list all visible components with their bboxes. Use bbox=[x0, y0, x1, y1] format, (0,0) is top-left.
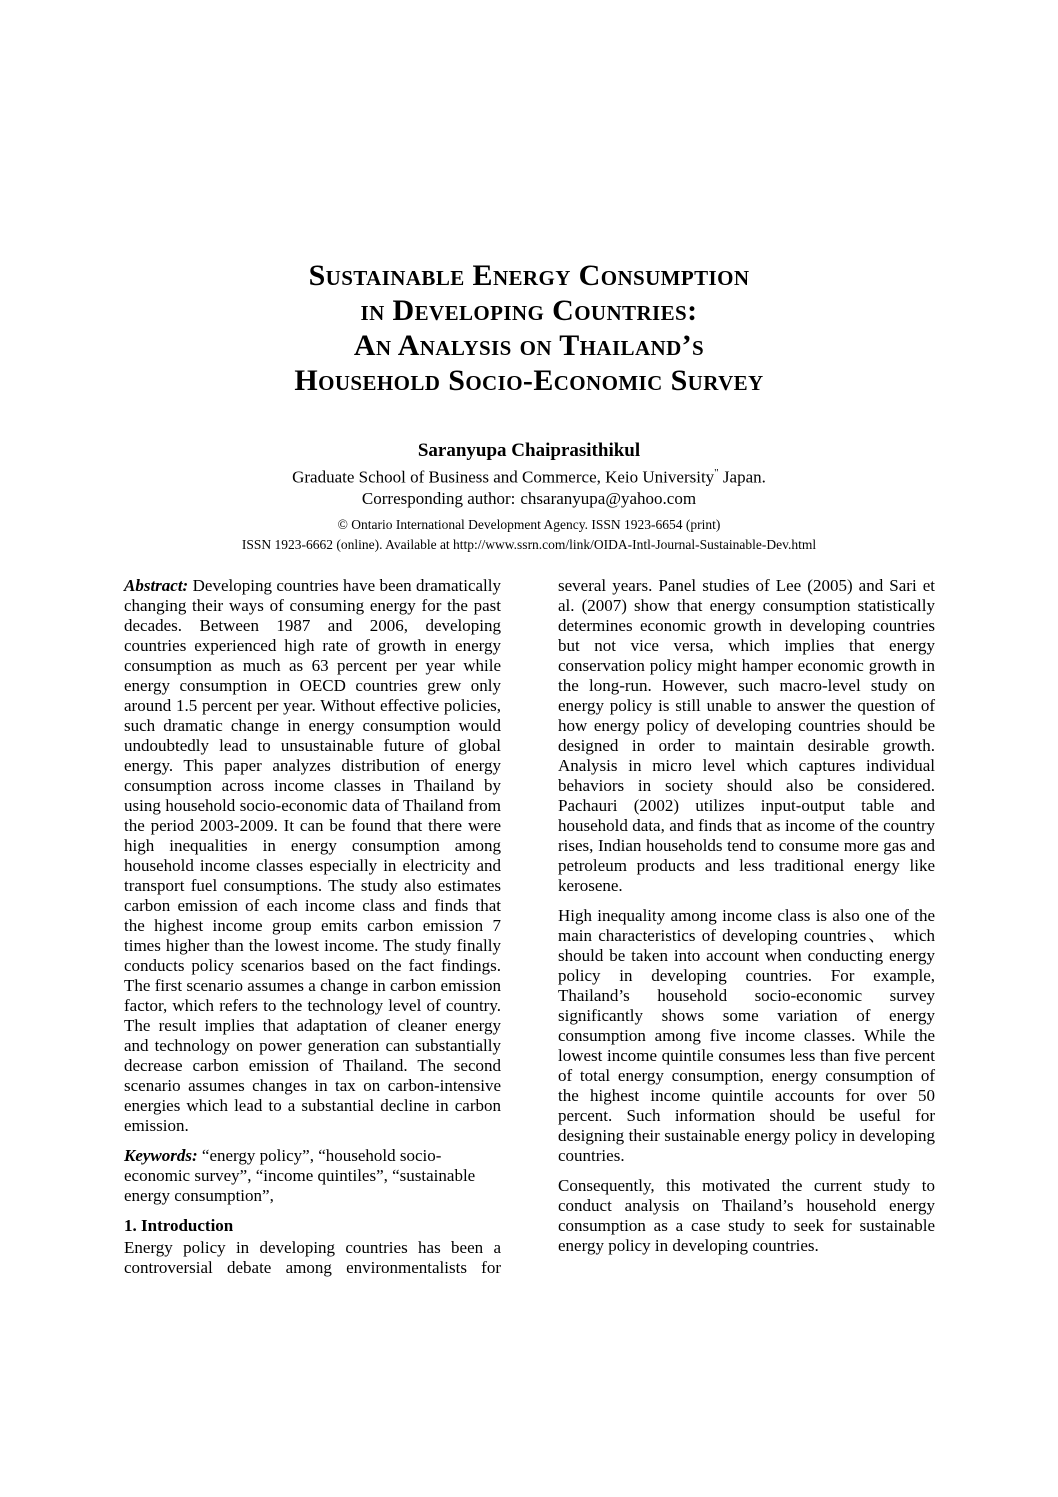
imprint-block bbox=[0, 515, 1058, 555]
imprint-issn-url-line: ISSN 1923-6662 (online). Available at http://www.ssrn.com/link/OIDA-Intl-Journal-Sustainable-Dev.html bbox=[241, 537, 817, 552]
right-column bbox=[558, 576, 935, 1278]
affiliation-text: Graduate School of Business and Commerce, Keio University bbox=[292, 467, 715, 487]
paper-title-line-1: Sustainable Energy Consumption bbox=[308, 259, 750, 292]
paper-title-line-3: An Analysis on Thailand’s bbox=[353, 329, 705, 362]
introduction-heading: 1. Introduction bbox=[124, 1216, 234, 1235]
corresponding-author-line bbox=[0, 489, 1058, 509]
corresponding-author-email: chsaranyupa@yahoo.com bbox=[520, 488, 697, 508]
author-affiliation bbox=[0, 463, 1058, 488]
author-block bbox=[0, 440, 1058, 509]
affiliation-country: Japan. bbox=[718, 467, 766, 487]
paper-title bbox=[0, 258, 1058, 398]
introduction-paragraph: Energy policy in developing countries has been a controversial debate among environmentalists for bbox=[124, 1238, 501, 1277]
paper-title-line-2: in Developing Countries: bbox=[360, 294, 698, 327]
abstract-label: Abstract: bbox=[124, 576, 189, 595]
abstract-paragraph bbox=[124, 576, 501, 1136]
body-paragraph-2: High inequality among income class is also one of the main characteristics of developing countries、 which should be taken into account when conducting energy policy in developing countries. For example, Thailand’s household socio-economic survey significantly shows some variation of energy consumption among five income classes. While the lowest income quintile consumes less than five percent of total energy consumption, energy consumption of the highest income quintile accounts for over 50 percent. Such information should be useful for designing their sustainable energy policy in developing countries. bbox=[558, 906, 935, 1165]
keywords-label: Keywords: bbox=[124, 1146, 198, 1165]
keywords-text: “energy policy”, “household socio-economic survey”, “income quintiles”, “sustainable energy consumption”, bbox=[124, 1146, 476, 1205]
paper-title-line-4: Household Socio-Economic Survey bbox=[294, 364, 764, 397]
body-columns bbox=[124, 576, 935, 1278]
corresponding-author-label: Corresponding author: bbox=[361, 488, 516, 508]
affiliation-footnote-marker: " bbox=[714, 467, 719, 479]
author-name: Saranyupa Chaiprasithikul bbox=[417, 440, 641, 461]
abstract-text: Developing countries have been dramatically changing their ways of consuming energy for the past decades. Between 1987 and 2006, developing countries experienced high rate of growth in energy consumption as much as 63 percent per year while energy consumption in OECD countries grew only around 1.5 percent per year. Without effective policies, such dramatic change in energy consumption would undoubtedly lead to unsustainable future of global energy. This paper analyzes distribution of energy consumption across income classes in Thailand by using household socio-economic data of Thailand from the period 2003-2009. It can be found that there were high inequalities in energy consumption among household income classes especially in electricity and transport fuel consumptions. The study also estimates carbon emission of each income class and finds that the highest income group emits carbon emission 7 times higher than the lowest income. The study finally conducts policy scenarios based on the fact findings. The first scenario assumes a change in carbon emission factor, which refers to the technology level of country. The result implies that adaptation of cleaner energy and technology on power generation can substantially decrease carbon emission of Thailand. The second scenario assumes changes in tax on carbon-intensive energies which lead to a substantial decline in carbon emission. bbox=[124, 576, 501, 1135]
body-paragraph-3: Consequently, this motivated the current study to conduct analysis on Thailand’s household energy consumption as a case study to seek for sustainable energy policy in developing countries. bbox=[558, 1176, 935, 1255]
left-column bbox=[124, 576, 501, 1278]
keywords-paragraph bbox=[124, 1146, 501, 1206]
body-paragraph-1: several years. Panel studies of Lee (2005) and Sari et al. (2007) show that energy consumption statistically determines economic growth in developing countries but not vice versa, which implies that energy conservation policy might hamper economic growth in the long-run. However, such macro-level study on energy policy is still unable to answer the question of how energy policy of developing countries should be designed in order to maintain desirable growth. Analysis in micro level which captures individual behaviors in society should also be considered. Pachauri (2002) utilizes input-output table and household data, and finds that as income of the country rises, Indian households tend to consume more gas and petroleum products and less traditional energy like kerosene. bbox=[558, 576, 935, 895]
imprint-copyright-line: © Ontario International Development Agency. ISSN 1923-6654 (print) bbox=[337, 517, 721, 532]
